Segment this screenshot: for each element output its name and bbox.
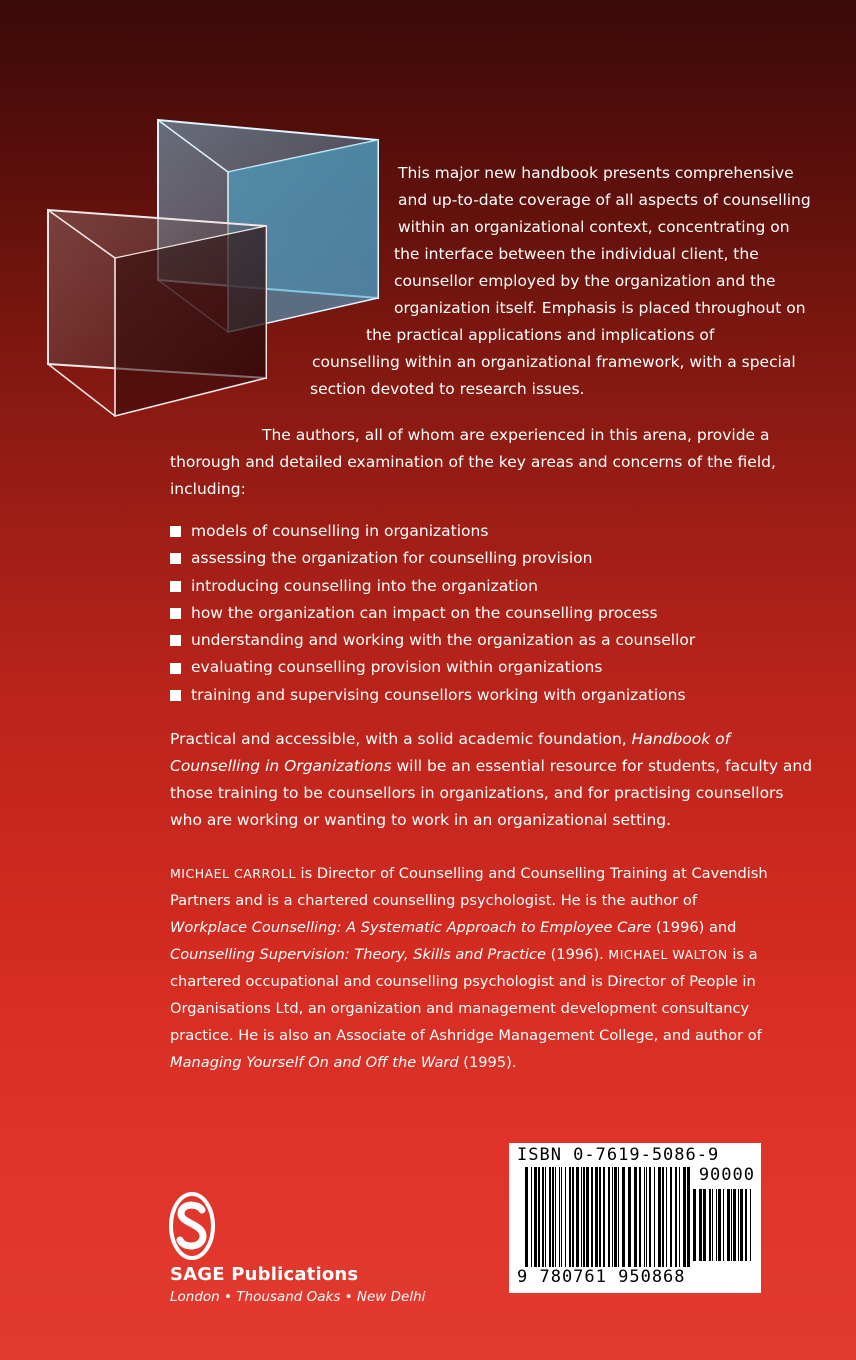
barcode-bar <box>644 1167 645 1267</box>
barcode-bar <box>738 1189 739 1261</box>
barcode-bar <box>731 1189 732 1261</box>
authors-paragraph <box>170 422 820 503</box>
barcode-bar <box>552 1167 554 1267</box>
square-bullet-icon <box>170 690 181 701</box>
barcode-bar <box>699 1189 702 1261</box>
barcode-bar <box>639 1167 641 1267</box>
barcode-bar <box>559 1167 560 1267</box>
isbn-barcode <box>509 1143 761 1293</box>
barcode-bar <box>591 1167 593 1267</box>
barcode-bar <box>687 1167 690 1267</box>
barcode-bar <box>618 1167 619 1267</box>
intro-paragraph <box>170 160 820 403</box>
price-code: 90000 <box>698 1165 755 1185</box>
list-item <box>170 682 695 709</box>
barcode-bar <box>586 1167 589 1267</box>
barcode-bar <box>603 1167 605 1267</box>
list-item-text: assessing the organization for counselling provision <box>191 549 593 568</box>
bio-line: Organisations Ltd, an organization and management development consultancy <box>170 1000 750 1017</box>
author-name: MICHAEL WALTON <box>608 947 728 962</box>
barcode-bar <box>654 1167 655 1267</box>
ean-number: 9 780761 950868 <box>517 1267 686 1287</box>
barcode-bar <box>750 1189 751 1261</box>
practical-line: Practical and accessible, with a solid academic foundation, Handbook of <box>170 730 731 748</box>
barcode-bar <box>614 1167 617 1267</box>
barcode-bar <box>723 1189 724 1261</box>
price-barcode-bars <box>693 1189 755 1261</box>
barcode-bar <box>662 1167 664 1267</box>
authors-line: The authors, all of whom are experienced in this arena, provide a <box>262 426 770 444</box>
square-bullet-icon <box>170 553 181 564</box>
square-bullet-icon <box>170 526 181 537</box>
barcode-bar <box>649 1167 651 1267</box>
list-item-text: models of counselling in organizations <box>191 522 489 540</box>
bio-line: Workplace Counselling: A Systematic Approach to Employee Care (1996) and <box>170 919 737 936</box>
barcode-bar <box>709 1189 711 1261</box>
square-bullet-icon <box>170 635 181 646</box>
list-item-text: understanding and working with the organization as a counsellor <box>191 631 696 650</box>
publisher-name: SAGE Publications <box>170 1264 359 1285</box>
barcode-bar <box>727 1189 730 1261</box>
bio-line: Managing Yourself On and Off the Ward (1995). <box>170 1054 517 1071</box>
list-item <box>170 573 695 600</box>
practical-line: who are working or wanting to work in an organizational setting. <box>170 811 672 829</box>
intro-line: organization itself. Emphasis is placed throughout on <box>394 299 806 317</box>
author-bio <box>170 860 830 1076</box>
intro-line: counselling within an organizational framework, with a special <box>312 353 796 371</box>
list-item <box>170 627 695 654</box>
list-item-text: how the organization can impact on the counselling process <box>191 603 658 622</box>
barcode-bar <box>670 1167 672 1267</box>
barcode-bar <box>599 1167 601 1267</box>
barcode-bar <box>716 1189 717 1261</box>
ean-barcode-bars <box>525 1167 690 1267</box>
publisher-cities: London • Thousand Oaks • New Delhi <box>170 1289 426 1305</box>
isbn-text: ISBN 0-7619-5086-9 <box>517 1145 720 1165</box>
list-item <box>170 545 695 572</box>
bio-line: Counselling Supervision: Theory, Skills and Practice (1996). MICHAEL WALTON is a <box>170 946 758 963</box>
barcode-bar <box>569 1167 571 1267</box>
barcode-bar <box>718 1189 721 1261</box>
square-bullet-icon <box>170 663 181 674</box>
barcode-bar <box>646 1167 647 1267</box>
barcode-bar <box>572 1167 574 1267</box>
intro-line: the interface between the individual client, the <box>394 245 759 263</box>
barcode-bar <box>733 1189 736 1261</box>
author-name: MICHAEL CARROLL <box>170 866 296 881</box>
barcode-bar <box>583 1167 585 1267</box>
barcode-bar <box>545 1167 546 1267</box>
bio-line: Partners and is a chartered counselling psychologist. He is the author of <box>170 892 697 909</box>
bio-line: practice. He is also an Associate of Ashridge Management College, and author of <box>170 1027 762 1044</box>
barcode-bar <box>693 1189 696 1261</box>
barcode-bar <box>675 1167 677 1267</box>
barcode-bar <box>561 1167 562 1267</box>
barcode-bar <box>595 1167 598 1267</box>
list-item-text: training and supervising counsellors working with organizations <box>191 685 686 704</box>
intro-line: the practical applications and implications of <box>366 326 715 344</box>
intro-line: counsellor employed by the organization and the <box>394 272 776 290</box>
barcode-bar <box>703 1189 706 1261</box>
bio-line: MICHAEL CARROLL is Director of Counselling and Counselling Training at Cavendish <box>170 865 768 882</box>
list-item-text: evaluating counselling provision within organizations <box>191 658 603 677</box>
barcode-bar <box>679 1167 680 1267</box>
list-item <box>170 654 695 681</box>
barcode-bar <box>576 1167 579 1267</box>
barcode-bar <box>581 1167 582 1267</box>
barcode-bar <box>565 1167 566 1267</box>
square-bullet-icon <box>170 581 181 592</box>
barcode-bar <box>538 1167 540 1267</box>
barcode-bar <box>712 1189 713 1261</box>
barcode-bar <box>542 1167 544 1267</box>
barcode-bar <box>628 1167 631 1267</box>
bio-line: chartered occupational and counselling psychologist and is Director of People in <box>170 973 756 990</box>
practical-line: those training to be counsellors in organizations, and for practising counsellors <box>170 784 784 802</box>
sage-logo-icon <box>168 1190 216 1262</box>
barcode-bar <box>658 1167 661 1267</box>
intro-line: and up-to-date coverage of all aspects of counselling <box>398 191 811 209</box>
barcode-bar <box>612 1167 613 1267</box>
barcode-bar <box>549 1167 551 1267</box>
barcode-bar <box>634 1167 637 1267</box>
barcode-bar <box>745 1189 747 1261</box>
practical-line: Counselling in Organizations will be an essential resource for students, faculty and <box>170 757 813 775</box>
list-item <box>170 600 695 627</box>
barcode-bar <box>534 1167 537 1267</box>
intro-line: within an organizational context, concentrating on <box>398 218 790 236</box>
barcode-bar <box>683 1167 686 1267</box>
barcode-bar <box>525 1167 528 1267</box>
list-item-text: introducing counselling into the organization <box>191 576 538 595</box>
authors-line: including: <box>170 480 246 498</box>
practical-paragraph <box>170 726 830 834</box>
barcode-bar <box>622 1167 625 1267</box>
barcode-bar <box>531 1167 532 1267</box>
intro-line: section devoted to research issues. <box>310 380 585 398</box>
intro-line: This major new handbook presents comprehensive <box>398 164 794 182</box>
barcode-bar <box>666 1167 667 1267</box>
authors-line: thorough and detailed examination of the key areas and concerns of the field, <box>170 453 776 471</box>
barcode-bar <box>608 1167 610 1267</box>
barcode-bar <box>555 1167 556 1267</box>
list-item <box>170 518 695 545</box>
topics-list <box>170 518 695 709</box>
square-bullet-icon <box>170 608 181 619</box>
barcode-bar <box>740 1189 743 1261</box>
